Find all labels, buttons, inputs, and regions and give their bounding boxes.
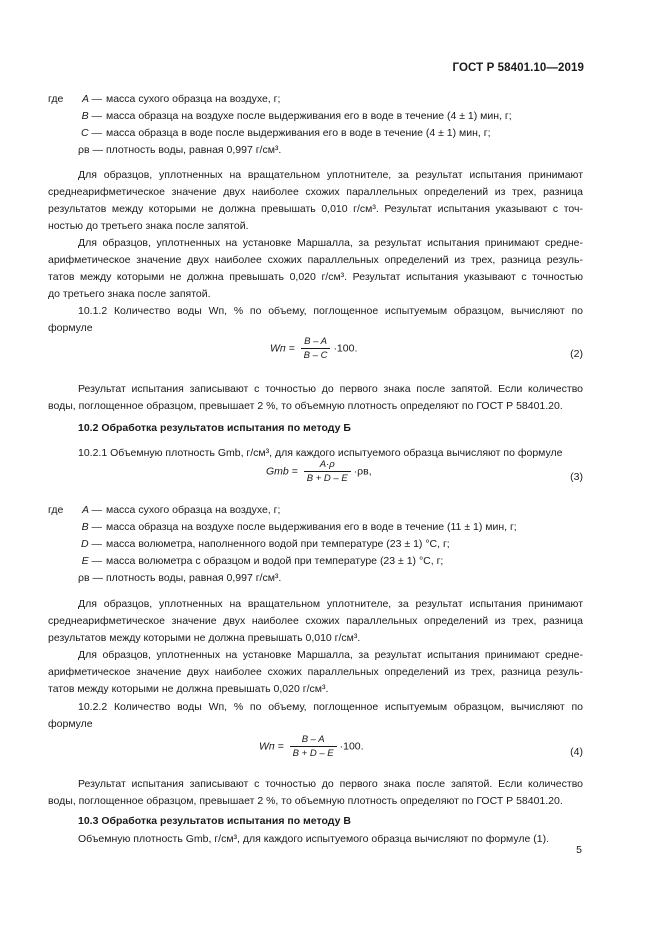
section-heading-10-2: 10.2 Обработка результатов испытания по методу Б [78, 422, 351, 434]
definition-a: где A — масса сухого образца на воздухе, г; [48, 91, 280, 108]
paragraph-line: до третьего знака после запятой. [48, 288, 211, 300]
page-number: 5 [576, 844, 582, 856]
definition-b: B — масса образца на воздухе после выдерживания его в воде в течение (4 ± 1) мин, г; [81, 110, 512, 122]
where-label: где [48, 93, 64, 105]
paragraph-line: результатов между которыми не должна превышать 0,010 г/см³. Результат испытания указывают с точ- [48, 203, 583, 215]
paragraph-line: воды, поглощенное образцом, превышает 2 %, то объемную плотность определяют по ГОСТ Р 58401.20. [48, 795, 563, 807]
paragraph-line: Результат испытания записывают с точностью до первого знака после запятой. Если количество [78, 383, 583, 395]
definition-rho: ρв — плотность воды, равная 0,997 г/см³. [78, 572, 282, 584]
equation-number-2: (2) [570, 348, 583, 360]
paragraph-line: ностью до третьего знака после запятой. [48, 220, 249, 232]
document-code-header: ГОСТ Р 58401.10—2019 [452, 62, 584, 74]
paragraph-line: арифметическое значение двух наиболее схожих параллельных определений из трех, разница резуль- [48, 666, 583, 678]
definition-e: E — масса волюметра с образцом и водой при температуре (23 ± 1) °С, г; [81, 555, 444, 567]
definition-b: B — масса образца на воздухе после выдерживания его в воде в течение (11 ± 1) мин, г; [81, 521, 517, 533]
paragraph-line: Для образцов, уплотненных на установке Маршалла, за результат испытания принимают средне- [78, 237, 583, 249]
definition-c: C — масса образца в воде после выдерживания его в воде в течение (4 ± 1) мин, г; [81, 127, 491, 139]
paragraph-line: результатов между которыми не должна превышать 0,010 г/см³. [48, 632, 361, 644]
clause-10-1-2: 10.1.2 Количество воды Wп, % по объему, поглощенное испытуемым образцом, вычисляют по [78, 305, 583, 317]
paragraph-line: арифметическое значение двух наиболее схожих параллельных определений из трех, разница резуль- [48, 254, 583, 266]
clause-10-2-1: 10.2.1 Объемную плотность Gmb, г/см³, для каждого испытуемого образца вычисляют по формуле [78, 447, 563, 459]
definition-rho: ρв — плотность воды, равная 0,997 г/см³. [78, 144, 282, 156]
formula-4: Wп = $\frac{B - A}{B + D - E}$ ·100. [259, 734, 364, 759]
equation-number-4: (4) [570, 746, 583, 758]
definition-a: где A — масса сухого образца на воздухе, г; [48, 504, 281, 516]
paragraph-line: Для образцов, уплотненных на вращательном уплотнителе, за результат испытания принимают [78, 169, 583, 181]
paragraph-line: Для образцов, уплотненных на установке Маршалла, за результат испытания принимают средне- [78, 649, 583, 661]
formula-2: Wп = $\frac{B - A}{B - C}$ ·100. [270, 336, 358, 361]
paragraph-line: воды, поглощенное образцом, превышает 2 %, то объемную плотность определяют по ГОСТ Р 58401.20. [48, 400, 563, 412]
paragraph-line: среднеарифметическое значение двух наиболее схожих параллельных определений из трех, разница [48, 186, 583, 198]
formula-3: Gmb = $\frac{A\cdot\rho}{B + D - E}$ ·ρв, [266, 459, 372, 484]
equation-number-3: (3) [570, 471, 583, 483]
paragraph-line: татов между которыми не должна превышать 0,020 г/см³. [48, 683, 329, 695]
clause-10-2-2: 10.2.2 Количество воды Wп, % по объему, поглощенное испытуемым образцом, вычисляют по [78, 701, 583, 713]
paragraph-line: среднеарифметическое значение двух наиболее схожих параллельных определений из трех, разница [48, 615, 583, 627]
section-heading-10-3: 10.3 Обработка результатов испытания по методу В [78, 815, 351, 827]
clause-10-1-2-cont: формуле [48, 322, 93, 334]
paragraph-line: Для образцов, уплотненных на вращательном уплотнителе, за результат испытания принимают [78, 598, 583, 610]
clause-10-3: Объемную плотность Gmb, г/см³, для каждого испытуемого образца вычисляют по формуле (1). [78, 833, 550, 845]
paragraph-line: Результат испытания записывают с точностью до первого знака после запятой. Если количество [78, 778, 583, 790]
definition-d: D — масса волюметра, наполненного водой при температуре (23 ± 1) °С, г; [81, 538, 450, 550]
paragraph-line: татов между которыми не должна превышать 0,020 г/см³. Результат испытания указывают с точностью [48, 271, 583, 283]
clause-10-2-2-cont: формуле [48, 718, 93, 730]
